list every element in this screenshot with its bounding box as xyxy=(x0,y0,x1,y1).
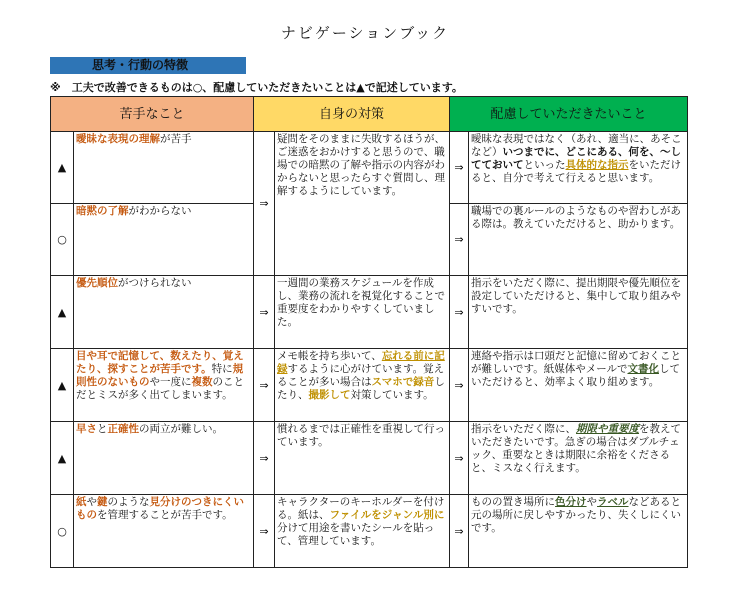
requested-cell xyxy=(469,276,688,349)
row-mark: ▲ xyxy=(51,132,74,204)
legend-note: ※ 工夫で改善できるものは○、配慮していただきたいことは▲で記述しています。 xyxy=(50,81,463,94)
difficulty-cell xyxy=(74,204,254,276)
body-text: 分けて用途を書いたシールを貼って、管理しています。 xyxy=(277,522,435,547)
section-label: 思考・行動の特徴 xyxy=(50,57,246,74)
emphasis-text: ファイルをジャンル別に xyxy=(329,509,445,521)
body-text: メモ帳を持ち歩いて、 xyxy=(277,350,382,362)
emphasis-text: スマホで録音 xyxy=(371,376,435,388)
body-text: 職場での裏ルールのようなものや習わしがある際は。教えていただけると、助かります。 xyxy=(471,205,681,230)
body-text: 曖昧な表現ではなく（あれ、適当に、あそこなど） xyxy=(471,133,682,158)
arrow-2: ⇒ xyxy=(450,495,469,568)
emphasis-text: 曖昧な表現の理解 xyxy=(76,133,160,145)
difficulty-cell xyxy=(74,132,254,204)
row-mark: ▲ xyxy=(51,422,74,495)
table-row xyxy=(51,276,688,349)
body-text: 指示をいただく際に、提出期限や優先順位を設定していただけると、集中して取り組みやすいです。 xyxy=(471,277,682,315)
body-text: 慣れるまでは正確性を重視して行っています。 xyxy=(277,423,446,448)
body-text: していただけると、効率よく取り組めます。 xyxy=(471,363,680,388)
emphasis-text: 鍵 xyxy=(97,496,108,508)
table-row xyxy=(51,495,688,568)
body-text: キャラクターのキーホルダーを付ける。紙は、 xyxy=(277,496,445,521)
difficulty-cell xyxy=(74,495,254,568)
header-requested-consideration: 配慮していただきたいこと xyxy=(450,97,688,132)
row-mark: ○ xyxy=(51,495,74,568)
measure-cell xyxy=(275,132,450,276)
emphasis-text: 規則性のないもの xyxy=(76,363,244,388)
table-row xyxy=(51,349,688,422)
requested-cell xyxy=(469,495,688,568)
table-row xyxy=(51,422,688,495)
emphasis-text: 優先順位 xyxy=(76,277,118,289)
requested-cell xyxy=(469,204,688,276)
arrow-2: ⇒ xyxy=(450,204,469,276)
emphasis-text: 紙 xyxy=(76,496,87,508)
body-text: や一度に xyxy=(149,376,192,388)
emphasis-text: 撮影して xyxy=(308,389,351,401)
arrow-2: ⇒ xyxy=(450,132,469,204)
emphasis-text: 見分けのつきにくいもの xyxy=(76,496,244,521)
body-text: が苦手 xyxy=(160,133,192,145)
requested-cell xyxy=(469,132,688,204)
emphasis-text: 期限や重要度 xyxy=(576,423,640,435)
arrow-2: ⇒ xyxy=(450,422,469,495)
body-text: のような xyxy=(107,496,150,508)
emphasis-text: 色分け xyxy=(555,496,587,508)
measure-cell xyxy=(275,495,450,568)
body-text: のことだとミスが多く出てしまいます。 xyxy=(76,376,244,401)
body-text: ものの置き場所に xyxy=(471,496,556,508)
body-text: をいただけると、自分で考えて行えると思います。 xyxy=(471,159,682,184)
emphasis-text: ラベル xyxy=(597,496,629,508)
table-row xyxy=(51,132,688,204)
body-text: や xyxy=(86,496,97,508)
emphasis-text: 暗黙の了解 xyxy=(76,205,129,217)
body-text: 対策しています。 xyxy=(350,389,434,401)
body-text: 特に xyxy=(211,363,233,375)
row-mark: ▲ xyxy=(51,349,74,422)
arrow-2: ⇒ xyxy=(450,349,469,422)
body-text: 連絡や指示は口頭だと記憶に留めておくことが難しいです。紙媒体やメールで xyxy=(471,350,682,375)
emphasis-text: 正確性 xyxy=(107,423,139,435)
body-text: といった xyxy=(523,159,566,171)
emphasis-text: 目や耳で記憶して、数えたり、覚えたり、探すことが苦手です。 xyxy=(76,350,244,375)
body-text: などあると元の場所に戻しやすかったり、失くしにくいです。 xyxy=(471,496,682,534)
page-title: ナビゲーションブック xyxy=(280,24,450,42)
measure-cell xyxy=(275,276,450,349)
measure-cell xyxy=(275,422,450,495)
body-text: 一週間の業務スケジュールを作成し、業務の流れを視覚化することで重要度をわかりやすくしていました。 xyxy=(277,277,446,328)
emphasis-text: 具体的な指示 xyxy=(565,159,629,171)
row-mark: ▲ xyxy=(51,276,74,349)
body-text: の両立が難しい。 xyxy=(139,423,223,435)
arrow-1: ⇒ xyxy=(254,495,275,568)
arrow-1: ⇒ xyxy=(254,132,275,276)
measure-cell xyxy=(275,349,450,422)
difficulty-cell xyxy=(74,349,254,422)
body-text: 指示をいただく際に、 xyxy=(471,423,577,435)
emphasis-text: 複数 xyxy=(191,376,213,388)
emphasis-text: 忘れる前に記録 xyxy=(277,350,445,375)
arrow-1: ⇒ xyxy=(254,422,275,495)
row-mark: ○ xyxy=(51,204,74,276)
header-own-measures: 自身の対策 xyxy=(254,97,450,132)
difficulty-cell xyxy=(74,276,254,349)
requested-cell xyxy=(469,349,688,422)
body-text: がつけられない xyxy=(118,277,192,289)
body-text: したり、 xyxy=(277,376,445,401)
body-text: 疑問をそのままに失敗するほうが、ご迷惑をおかけすると思うので、職場での暗黙の了解や指示の内容がわからないと思ったらすぐ質問し、理解するようにしています。 xyxy=(277,133,446,197)
body-text: を教えていただきたいです。急ぎの場合はダブルチェック、重要なときは期限に余裕をくださると、ミスなく行えます。 xyxy=(471,423,682,474)
arrow-1: ⇒ xyxy=(254,276,275,349)
body-text: や xyxy=(586,496,598,508)
emphasis-text: 早さ xyxy=(76,423,97,435)
header-difficulty: 苦手なこと xyxy=(51,97,254,132)
arrow-1: ⇒ xyxy=(254,349,275,422)
body-text: するように心がけています。覚えることが多い場合は xyxy=(277,363,445,388)
arrow-2: ⇒ xyxy=(450,276,469,349)
body-text: を管理することが苦手です。 xyxy=(97,509,233,521)
emphasis-text: 文書化 xyxy=(627,363,659,375)
body-text: と xyxy=(97,423,108,435)
difficulty-cell xyxy=(74,422,254,495)
body-text: がわからない xyxy=(128,205,192,217)
emphasis-text: いつまでに、どこにある、何を、〜してておいて xyxy=(471,146,682,171)
requested-cell xyxy=(469,422,688,495)
characteristics-table xyxy=(50,96,688,568)
